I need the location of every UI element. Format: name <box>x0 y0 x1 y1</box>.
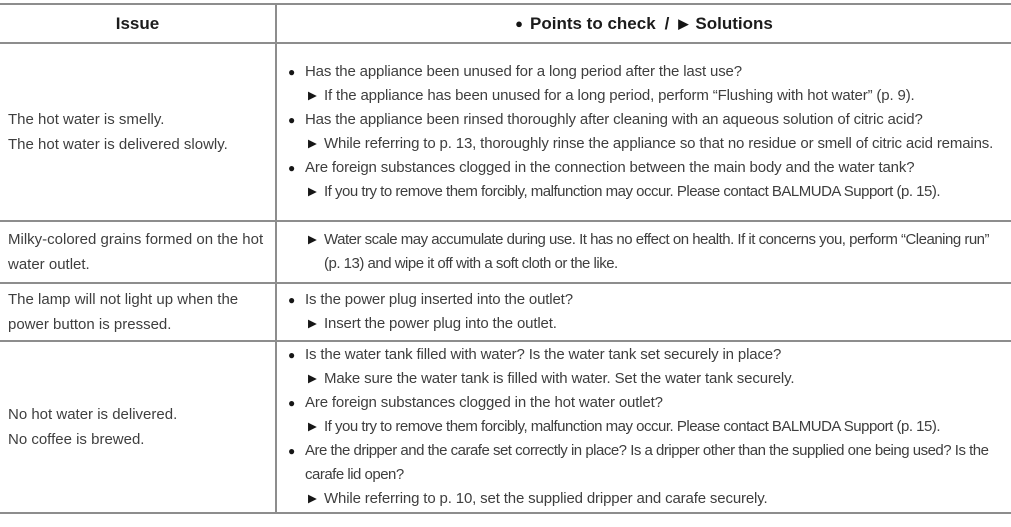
check-point-line <box>288 288 1005 312</box>
troubleshooting-table <box>0 3 1011 514</box>
solution-marker-icon: ▶ <box>308 493 317 505</box>
issue-text: Milky-colored grains formed on the hot water outlet. <box>8 231 264 273</box>
issue-cell <box>0 222 277 282</box>
check-text: Is the water tank filled with water? Is the water tank set securely in place? <box>305 346 782 363</box>
solution-marker-icon: ▶ <box>308 373 317 385</box>
solution-marker-icon: ▶ <box>308 234 317 246</box>
check-point-line <box>288 108 1005 132</box>
table-row <box>0 284 1011 342</box>
solution-line <box>288 415 1005 439</box>
check-text: Water scale may accumulate during use. It has no effect on health. If it concerns you, perform “Cleaning run” (p. 13) and wipe it off with a soft cloth or the like. <box>324 231 990 272</box>
points-solutions-cell <box>277 284 1011 340</box>
issue-text: No hot water is delivered. <box>8 406 178 423</box>
solution-line <box>288 132 1005 156</box>
points-header-label: Points to check <box>530 13 656 33</box>
check-text: Are foreign substances clogged in the connection between the main body and the water tank? <box>305 159 915 176</box>
header-separator: / <box>664 13 670 33</box>
issue-cell <box>0 342 277 512</box>
point-marker-icon: ● <box>288 65 296 79</box>
solution-marker-icon: ▶ <box>308 421 317 433</box>
point-marker-icon: ● <box>288 348 296 362</box>
points-solutions-column-header <box>277 5 1011 42</box>
issue-text: The lamp will not light up when the power button is pressed. <box>8 291 239 333</box>
check-text: While referring to p. 10, set the supplied dripper and carafe securely. <box>324 490 768 507</box>
table-body <box>0 44 1011 514</box>
solution-line <box>288 487 1005 511</box>
issue-cell <box>0 284 277 340</box>
check-text: If you try to remove them forcibly, malfunction may occur. Please contact BALMUDA Support (p. 15). <box>324 183 941 200</box>
check-point-line <box>288 439 1005 487</box>
check-point-line <box>288 343 1005 367</box>
points-solutions-cell <box>277 342 1011 512</box>
check-text: Insert the power plug into the outlet. <box>324 315 557 332</box>
solution-marker-icon: ▶ <box>308 318 317 330</box>
check-point-line <box>288 156 1005 180</box>
issue-column-header <box>0 5 277 42</box>
table-header-row <box>0 5 1011 44</box>
check-text: Are the dripper and the carafe set correctly in place? Is a dripper other than the supplied one being used? Is the carafe lid open? <box>305 442 989 483</box>
check-text: Are foreign substances clogged in the hot water outlet? <box>305 394 663 411</box>
solution-marker-icon: ▶ <box>308 186 317 198</box>
solution-marker-icon: ▶ <box>308 90 317 102</box>
issue-text: The hot water is smelly. <box>8 111 165 128</box>
solution-line <box>288 180 1005 204</box>
check-text: Has the appliance been unused for a long period after the last use? <box>305 63 742 80</box>
issue-cell <box>0 44 277 220</box>
table-row <box>0 44 1011 222</box>
points-solutions-cell <box>277 222 1011 282</box>
issue-text: The hot water is delivered slowly. <box>8 136 228 153</box>
solution-marker-icon: ▶ <box>308 138 317 150</box>
point-marker-icon: ● <box>515 16 524 31</box>
check-text: Has the appliance been rinsed thoroughly after cleaning with an aqueous solution of citric acid? <box>305 111 923 128</box>
solution-line <box>288 84 1005 108</box>
check-point-line <box>288 391 1005 415</box>
solution-line <box>288 312 1005 336</box>
check-text: If you try to remove them forcibly, malfunction may occur. Please contact BALMUDA Support (p. 15). <box>324 418 941 435</box>
table-row <box>0 222 1011 284</box>
issue-text: No coffee is brewed. <box>8 431 145 448</box>
solutions-header-label: Solutions <box>695 13 773 33</box>
point-marker-icon: ● <box>288 161 296 175</box>
check-text: If the appliance has been unused for a long period, perform “Flushing with hot water” (p. 9). <box>324 87 915 104</box>
solution-line <box>288 228 1005 276</box>
point-marker-icon: ● <box>288 113 296 127</box>
solution-line <box>288 367 1005 391</box>
table-row <box>0 342 1011 514</box>
check-text: Make sure the water tank is filled with water. Set the water tank securely. <box>324 370 795 387</box>
point-marker-icon: ● <box>288 444 296 458</box>
check-text: Is the power plug inserted into the outlet? <box>305 291 573 308</box>
check-text: While referring to p. 13, thoroughly rinse the appliance so that no residue or smell of citric acid remains. <box>324 135 994 152</box>
point-marker-icon: ● <box>288 293 296 307</box>
issue-header-label: Issue <box>115 13 160 33</box>
point-marker-icon: ● <box>288 396 296 410</box>
check-point-line <box>288 60 1005 84</box>
points-solutions-cell <box>277 44 1011 220</box>
solution-marker-icon: ▶ <box>678 15 689 31</box>
